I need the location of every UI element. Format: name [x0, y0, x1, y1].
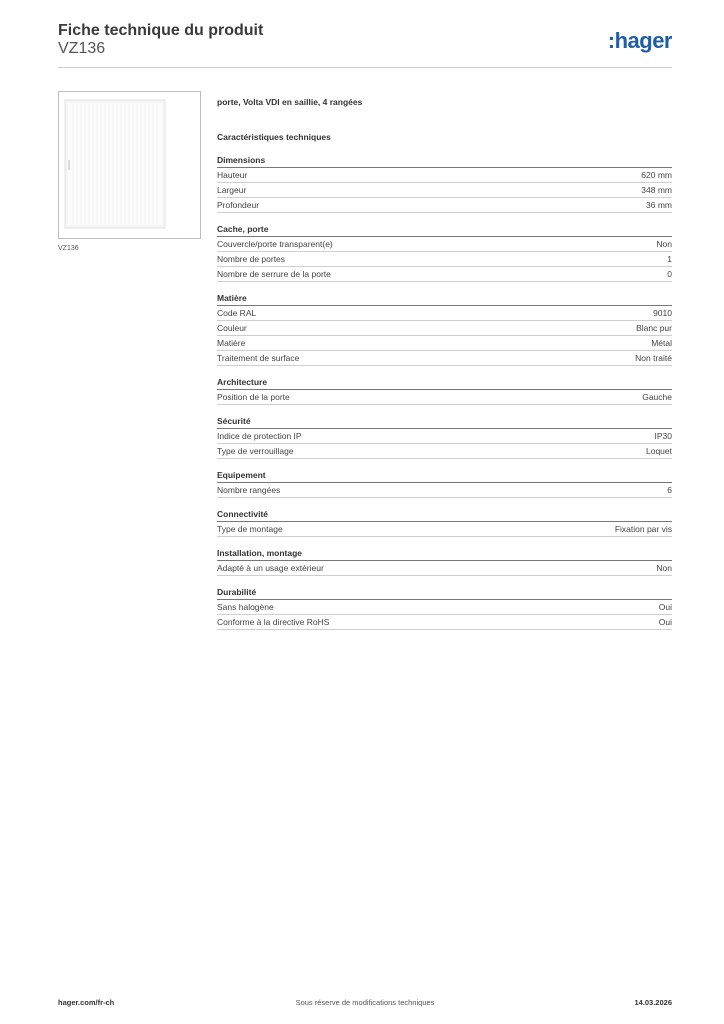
spec-value: Non traité [635, 353, 672, 363]
product-image-caption: VZ136 [58, 245, 79, 252]
spec-value: 1 [667, 254, 672, 264]
spec-row [217, 390, 672, 405]
spec-label: Couvercle/porte transparent(e) [217, 239, 333, 249]
spec-section-title: Connectivité [217, 508, 672, 522]
spec-section [217, 547, 672, 576]
spec-section-title: Architecture [217, 376, 672, 390]
spec-label: Profondeur [217, 200, 260, 210]
spec-row [217, 600, 672, 615]
spec-label: Indice de protection IP [217, 431, 302, 441]
spec-section-title: Equipement [217, 469, 672, 483]
spec-label: Position de la porte [217, 392, 290, 402]
product-description: porte, Volta VDI en saillie, 4 rangées [217, 97, 363, 107]
spec-value: Loquet [646, 446, 672, 456]
spec-section [217, 415, 672, 459]
spec-value: Non [656, 239, 672, 249]
spec-label: Type de montage [217, 524, 283, 534]
spec-row [217, 351, 672, 366]
spec-section [217, 292, 672, 366]
footer-disclaimer: Sous réserve de modifications techniques [295, 998, 435, 1007]
spec-row [217, 168, 672, 183]
spec-value: 0 [667, 269, 672, 279]
spec-section-title: Matière [217, 292, 672, 306]
footer-date: 14.03.2026 [634, 998, 672, 1007]
spec-label: Nombre de portes [217, 254, 286, 264]
spec-row [217, 183, 672, 198]
spec-row [217, 444, 672, 459]
spec-row [217, 252, 672, 267]
spec-label: Matière [217, 338, 246, 348]
spec-label: Largeur [217, 185, 247, 195]
product-image [59, 92, 200, 238]
datasheet-content [217, 96, 672, 640]
spec-row [217, 483, 672, 498]
spec-row [217, 336, 672, 351]
spec-label: Conforme à la directive RoHS [217, 617, 330, 627]
spec-value: Fixation par vis [614, 524, 672, 534]
page-title: Fiche technique du produit [58, 22, 264, 39]
technical-characteristics-heading: Caractéristiques techniques [217, 132, 331, 142]
spec-label: Nombre de serrure de la porte [217, 269, 331, 279]
page-footer [58, 998, 672, 1010]
spec-value: 348 mm [641, 185, 672, 195]
spec-section-title: Durabilité [217, 586, 672, 600]
page-header [58, 22, 672, 68]
spec-row [217, 198, 672, 213]
spec-row [217, 321, 672, 336]
spec-label: Couleur [217, 323, 247, 333]
spec-row [217, 522, 672, 537]
spec-row [217, 306, 672, 321]
spec-section-title: Dimensions [217, 154, 672, 168]
spec-value: Oui [658, 617, 672, 627]
spec-row [217, 267, 672, 282]
spec-section-title: Cache, porte [217, 223, 672, 237]
spec-label: Adapté à un usage extérieur [217, 563, 324, 573]
spec-value: 6 [667, 485, 672, 495]
spec-label: Nombre rangées [217, 485, 281, 495]
spec-sections [217, 154, 672, 630]
svg-text::hager: :hager [607, 28, 672, 53]
hager-logo [592, 28, 672, 54]
spec-section [217, 154, 672, 213]
spec-section-title: Sécurité [217, 415, 672, 429]
spec-value: 620 mm [641, 170, 672, 180]
spec-value: 36 mm [646, 200, 672, 210]
spec-section-title: Installation, montage [217, 547, 672, 561]
spec-value: Oui [658, 602, 672, 612]
spec-label: Traitement de surface [217, 353, 300, 363]
header-divider [58, 67, 672, 68]
spec-value: 9010 [653, 308, 672, 318]
product-image-frame [58, 91, 201, 239]
product-code: VZ136 [58, 40, 106, 57]
spec-value: Non [656, 563, 672, 573]
spec-value: Blanc pur [636, 323, 672, 333]
spec-row [217, 615, 672, 630]
spec-row [217, 237, 672, 252]
spec-section [217, 508, 672, 537]
spec-label: Code RAL [217, 308, 257, 318]
spec-row [217, 429, 672, 444]
spec-section [217, 469, 672, 498]
spec-label: Sans halogène [217, 602, 274, 612]
footer-website-link[interactable]: hager.com/fr-ch [58, 998, 115, 1007]
spec-row [217, 561, 672, 576]
spec-section [217, 376, 672, 405]
spec-section [217, 586, 672, 630]
spec-value: Gauche [642, 392, 672, 402]
spec-section [217, 223, 672, 282]
spec-value: IP30 [654, 431, 672, 441]
spec-label: Hauteur [217, 170, 248, 180]
spec-value: Métal [651, 338, 672, 348]
spec-label: Type de verrouillage [217, 446, 294, 456]
